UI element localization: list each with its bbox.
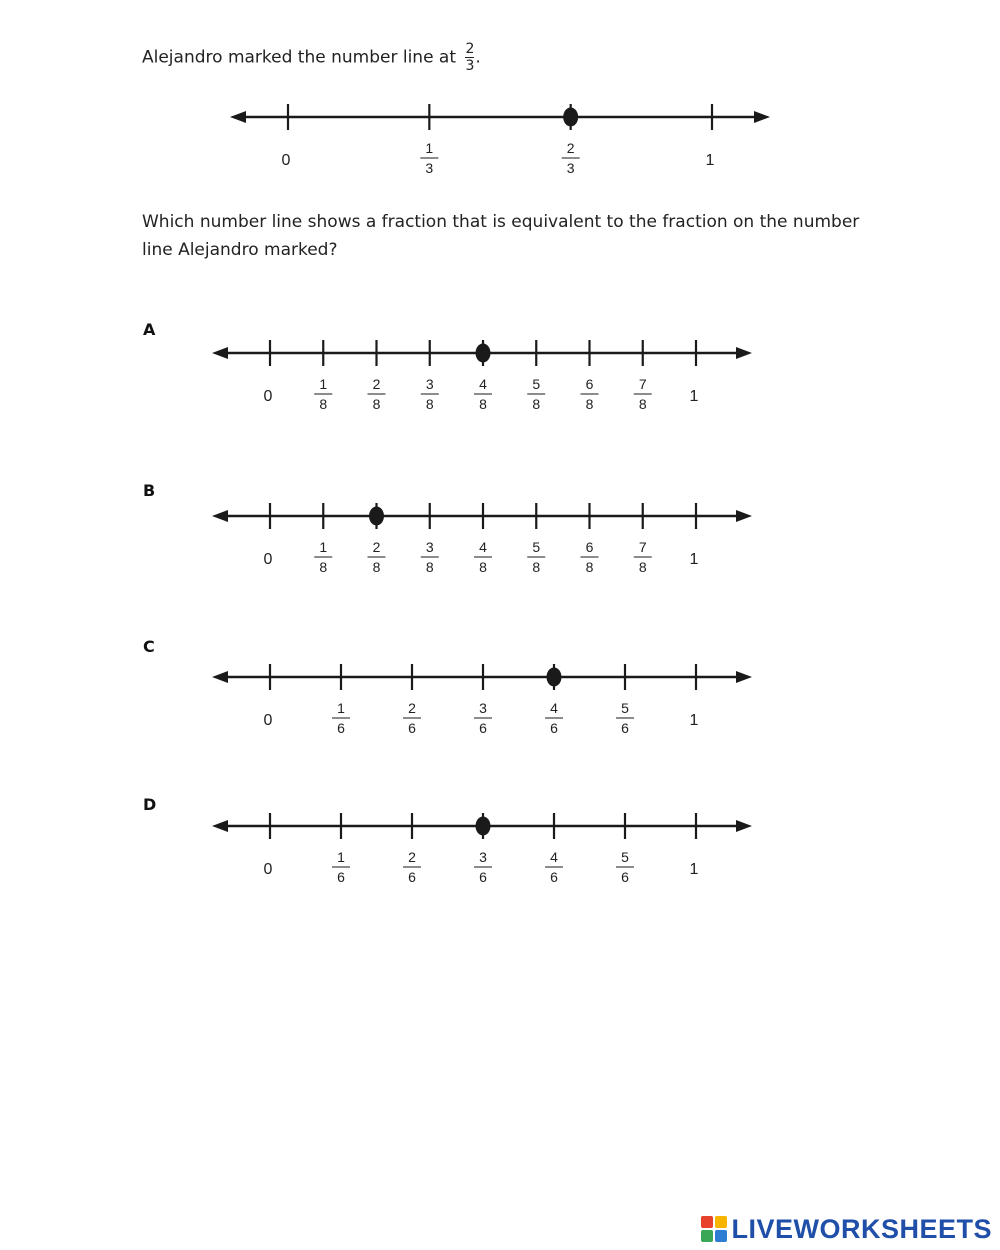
tick-label-denominator: 8 (638, 396, 647, 412)
tick-label-numerator: 2 (408, 700, 416, 716)
tick-label: 0 (281, 152, 291, 169)
tick-label-numerator: 5 (532, 376, 541, 392)
marked-point (563, 108, 578, 127)
tick-label-denominator: 6 (337, 869, 345, 885)
tick-label-numerator: 5 (532, 539, 541, 555)
tick-label-numerator: 1 (319, 539, 328, 555)
tick-label-denominator: 3 (566, 160, 575, 176)
right-arrow-icon (754, 111, 770, 123)
tick-label-denominator: 8 (372, 559, 381, 575)
right-arrow-icon (736, 820, 752, 832)
tick-label-numerator: 6 (585, 539, 594, 555)
tick-label-numerator: 5 (621, 849, 629, 865)
tick-label-denominator: 6 (479, 720, 487, 736)
tick-label-denominator: 6 (479, 869, 487, 885)
number-line-option-c[interactable] (0, 652, 1000, 742)
marked-point (547, 668, 562, 687)
tick-label-numerator: 4 (550, 849, 558, 865)
number-line-option-b[interactable] (0, 491, 1000, 581)
left-arrow-icon (212, 510, 228, 522)
right-arrow-icon (736, 510, 752, 522)
logo-square-green (701, 1230, 713, 1242)
logo-square-blue (715, 1230, 727, 1242)
tick-label-numerator: 4 (550, 700, 558, 716)
tick-label-numerator: 1 (425, 140, 434, 156)
tick-label-numerator: 3 (425, 376, 434, 392)
tick-label-numerator: 6 (585, 376, 594, 392)
tick-label-denominator: 8 (319, 559, 328, 575)
tick-label-numerator: 5 (621, 700, 629, 716)
tick-label-denominator: 6 (550, 869, 558, 885)
tick-label-denominator: 6 (550, 720, 558, 736)
marked-point (476, 344, 491, 363)
tick-label-denominator: 8 (372, 396, 381, 412)
left-arrow-icon (212, 347, 228, 359)
option-letter-c[interactable]: C (143, 637, 155, 656)
tick-label-denominator: 8 (319, 396, 328, 412)
tick-label-denominator: 6 (337, 720, 345, 736)
left-arrow-icon (230, 111, 246, 123)
tick-label-denominator: 6 (621, 869, 629, 885)
intro-fraction (465, 42, 474, 73)
number-line-option-d[interactable] (0, 801, 1000, 891)
number-line-given (0, 90, 1000, 180)
marked-point (369, 507, 384, 526)
option-letter-d[interactable]: D (143, 795, 157, 814)
tick-label-denominator: 3 (425, 160, 434, 176)
question-text: Which number line shows a fraction that is equivalent to the fraction on the number line Alejandro marked? (142, 212, 860, 260)
tick-label-numerator: 2 (372, 539, 381, 555)
tick-label-numerator: 1 (337, 700, 345, 716)
brand-footer (701, 1212, 992, 1246)
tick-label-numerator: 2 (372, 376, 381, 392)
tick-label-denominator: 8 (425, 559, 434, 575)
marked-point (476, 817, 491, 836)
tick-label-numerator: 3 (479, 700, 487, 716)
intro-sentence: Alejandro marked the number line at (142, 47, 457, 68)
intro-period: . (475, 47, 481, 68)
tick-label: 1 (689, 388, 699, 405)
tick-label: 1 (689, 551, 699, 568)
liveworksheets-logo-icon (701, 1216, 727, 1242)
left-arrow-icon (212, 671, 228, 683)
tick-label-denominator: 6 (408, 720, 416, 736)
right-arrow-icon (736, 671, 752, 683)
tick-label-denominator: 6 (621, 720, 629, 736)
tick-label: 1 (689, 712, 699, 729)
option-letter-b[interactable]: B (143, 481, 156, 500)
tick-label-denominator: 8 (532, 396, 541, 412)
tick-label: 1 (705, 152, 715, 169)
tick-label-numerator: 7 (638, 376, 647, 392)
tick-label-numerator: 3 (425, 539, 434, 555)
tick-label: 0 (263, 388, 273, 405)
intro-fraction-denominator: 3 (465, 58, 475, 74)
tick-label-denominator: 8 (638, 559, 647, 575)
right-arrow-icon (736, 347, 752, 359)
left-arrow-icon (212, 820, 228, 832)
tick-label-numerator: 1 (319, 376, 328, 392)
tick-label-numerator: 2 (566, 140, 575, 156)
number-line-option-a[interactable] (0, 328, 1000, 418)
brand-name: LIVEWORKSHEETS (731, 1213, 992, 1244)
tick-label: 0 (263, 551, 273, 568)
tick-label-numerator: 2 (408, 849, 416, 865)
tick-label: 0 (263, 861, 273, 878)
tick-label-denominator: 8 (585, 396, 594, 412)
option-letter-a[interactable]: A (143, 320, 156, 339)
tick-label-numerator: 4 (479, 376, 487, 392)
logo-square-red (701, 1216, 713, 1228)
tick-label-numerator: 1 (337, 849, 345, 865)
intro-fraction-numerator: 2 (465, 41, 475, 57)
tick-label-numerator: 4 (479, 539, 487, 555)
tick-label-denominator: 8 (585, 559, 594, 575)
tick-label-denominator: 8 (532, 559, 541, 575)
tick-label-denominator: 8 (479, 396, 487, 412)
tick-label-denominator: 8 (479, 559, 487, 575)
tick-label: 0 (263, 712, 273, 729)
tick-label: 1 (689, 861, 699, 878)
intro-text (142, 42, 481, 73)
tick-label-numerator: 7 (638, 539, 647, 555)
logo-square-yellow (715, 1216, 727, 1228)
tick-label-numerator: 3 (479, 849, 487, 865)
tick-label-denominator: 8 (425, 396, 434, 412)
tick-label-denominator: 6 (408, 869, 416, 885)
